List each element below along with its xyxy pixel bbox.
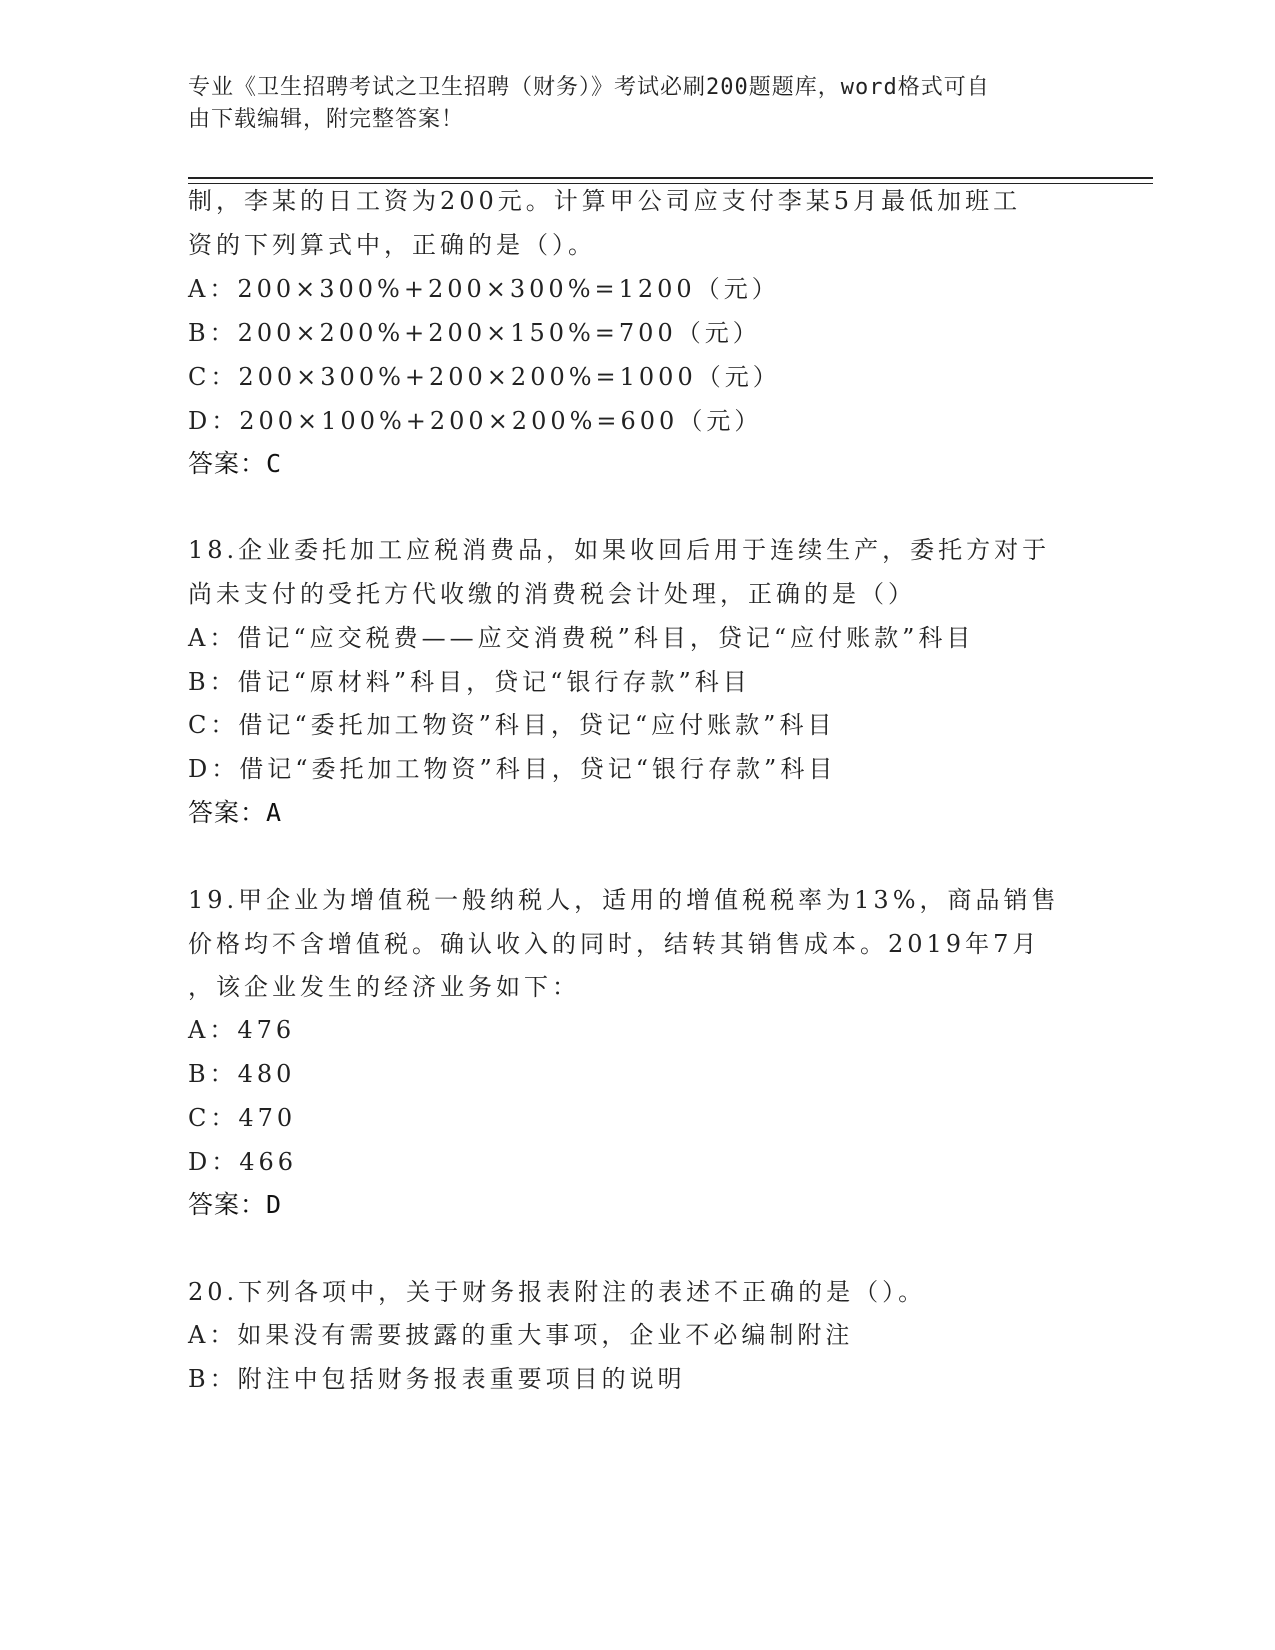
option-c: C：借记“委托加工物资”科目，贷记“应付账款”科目 bbox=[188, 711, 836, 739]
question-stem-line: 资的下列算式中，正确的是（）。 bbox=[188, 231, 596, 259]
question-stem-line: 制，李某的日工资为200元。计算甲公司应支付李某5月最低加班工 bbox=[188, 187, 1022, 215]
question-stem-line: 19.甲企业为增值税一般纳税人，适用的增值税税率为13%，商品销售 bbox=[188, 886, 1060, 914]
option-a: A：200×300%+200×300%=1200（元） bbox=[188, 275, 780, 303]
answer-label: 答案：C bbox=[188, 449, 283, 478]
header-line-2: 由下载编辑，附完整答案！ bbox=[188, 107, 465, 132]
document-header bbox=[188, 72, 1068, 136]
option-b: B：借记“原材料”科目，贷记“银行存款”科目 bbox=[188, 668, 751, 696]
question-stem-line: 价格均不含增值税。确认收入的同时，结转其销售成本。2019年7月 bbox=[188, 930, 1041, 958]
question-stem-line: ，该企业发生的经济业务如下： bbox=[188, 973, 580, 1001]
option-c: C：200×300%+200×200%=1000（元） bbox=[188, 363, 781, 391]
question-stem-line: 20.下列各项中，关于财务报表附注的表述不正确的是（）。 bbox=[188, 1278, 927, 1306]
option-b: B：480 bbox=[188, 1060, 296, 1088]
option-c: C：470 bbox=[188, 1104, 297, 1132]
question-stem-line: 尚未支付的受托方代收缴的消费税会计处理，正确的是（） bbox=[188, 580, 916, 608]
option-d: D：借记“委托加工物资”科目，贷记“银行存款”科目 bbox=[188, 755, 837, 783]
option-a: A：476 bbox=[188, 1016, 296, 1044]
option-a: A：如果没有需要披露的重大事项，企业不必编制附注 bbox=[188, 1321, 854, 1349]
header-line-1: 专业《卫生招聘考试之卫生招聘（财务）》考试必刷200题题库，word格式可自 bbox=[188, 75, 990, 100]
header-divider-thick bbox=[188, 177, 1153, 179]
option-b: B：附注中包括财务报表重要项目的说明 bbox=[188, 1365, 686, 1393]
question-stem-line: 18.企业委托加工应税消费品，如果收回后用于连续生产，委托方对于 bbox=[188, 536, 1051, 564]
answer-label: 答案：A bbox=[188, 798, 283, 827]
header-divider-thin bbox=[188, 183, 1153, 184]
option-b: B：200×200%+200×150%=700（元） bbox=[188, 319, 761, 347]
option-d: D：200×100%+200×200%=600（元） bbox=[188, 407, 763, 435]
option-d: D：466 bbox=[188, 1148, 298, 1176]
option-a: A：借记“应交税费——应交消费税”科目，贷记“应付账款”科目 bbox=[188, 624, 975, 652]
answer-label: 答案：D bbox=[188, 1190, 283, 1219]
